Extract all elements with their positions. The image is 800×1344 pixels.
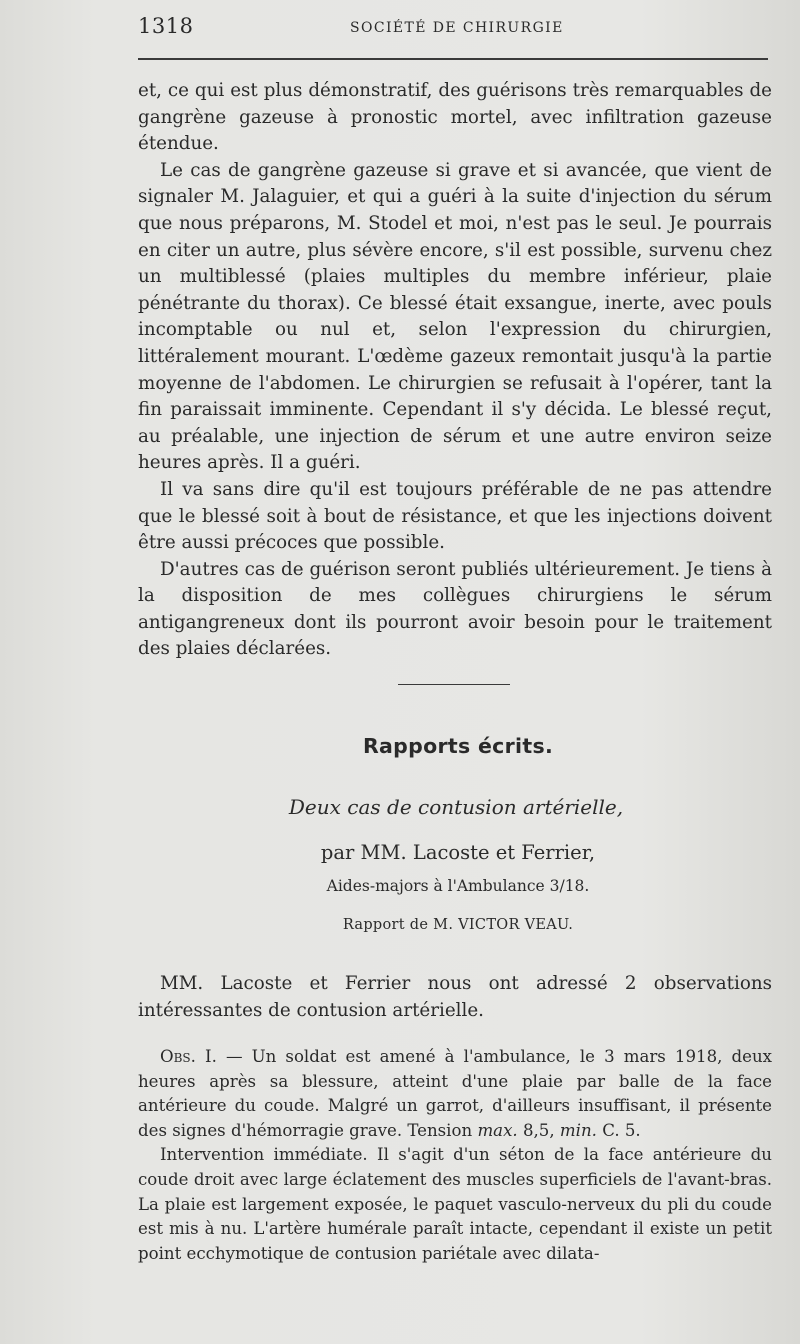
intro-paragraph-1: et, ce qui est plus démonstratif, des guérisons très remarquables de gangrène gazeuse à pronostic mortel, avec infiltration gazeuse étendue. (138, 80, 772, 155)
intro-text (138, 78, 772, 663)
intro-paragraph-2: Le cas de gangrène gazeuse si grave et si avancée, que vient de signaler M. Jalaguier, et qui a guéri à la suite d'injection du sérum que nous préparons, M. Stodel et moi, n'est pas le seul. Je pourrais en citer un autre, plus sévère encore, s'il est possible, survenu chez un multiblessé (plaies multiples du membre inférieur, plaie pénétrante du thorax). Ce blessé était exsangue, inerte, avec pouls incomptable ou nul et, selon l'expression du chirurgien, littéralement mourant. L'œdème gazeux remontait jusqu'à la partie moyenne de l'abdomen. Le chirurgien se refusait à l'opérer, tant la fin paraissait imminente. Cependant il s'y décida. Le blessé reçut, au préalable, une injection de sérum et une autre environ seize heures après. Il a guéri. (138, 159, 772, 474)
header-rule (138, 58, 768, 60)
page-header (138, 14, 768, 44)
observation-text-b: 8,5, (517, 1120, 560, 1140)
intro-paragraph-4: D'autres cas de guérison seront publiés ultérieurement. Je tiens à la disposition de mes collègues chirurgiens le sérum antigangreneux dont ils pourront avoir besoin pour le traitement des plaies déclarées. (138, 558, 772, 660)
page-number: 1318 (138, 14, 194, 38)
running-head: SOCIÉTÉ DE CHIRURGIE (350, 20, 564, 36)
section-title: Rapports écrits. (362, 734, 554, 758)
tension-max-label: max. (477, 1120, 518, 1140)
tension-min-label: min. (559, 1120, 597, 1140)
rapporteur-line: Rapport de M. VICTOR VEAU. (342, 917, 574, 933)
article-title: Deux cas de contusion artérielle, (288, 795, 624, 819)
intro-paragraph-3: Il va sans dire qu'il est toujours préférable de ne pas attendre que le blessé soit à bout de résistance, et que les injections doivent être aussi précoces que possible. (138, 478, 772, 554)
report-intro (138, 970, 772, 1024)
observation-paragraph-2: Intervention immédiate. Il s'agit d'un séton de la face antérieure du coude droit avec large éclatement des muscles superficiels de l'avant-bras. La plaie est largement exposée, le paquet vasculo-nerveux du pli du coude est mis à nu. L'artère humérale paraît intacte, cependant il existe un petit point ecchymotique de contusion pariétale avec dilata- (138, 1145, 772, 1263)
observation-text-a: — Un soldat est amené à l'ambulance, le 3 mars 1918, deux heures après sa blessure, atteint d'une plaie par balle de la face antérieure du coude. Malgré un garrot, d'ailleurs insuffisant, il présente des signes d'hémorragie grave. Tension (138, 1047, 772, 1140)
article-authors: par MM. Lacoste et Ferrier, (320, 841, 596, 864)
section-separator (398, 684, 510, 685)
observation-text-c: C. 5. (596, 1120, 641, 1140)
observation-label: Obs. I. (160, 1047, 217, 1066)
observation-text (138, 1045, 772, 1266)
author-affiliation: Aides-majors à l'Ambulance 3/18. (326, 877, 590, 895)
report-paragraph-1: MM. Lacoste et Ferrier nous ont adressé 2 observations intéressantes de contusion artérielle. (138, 973, 772, 1021)
observation-paragraph-1 (138, 1045, 772, 1143)
